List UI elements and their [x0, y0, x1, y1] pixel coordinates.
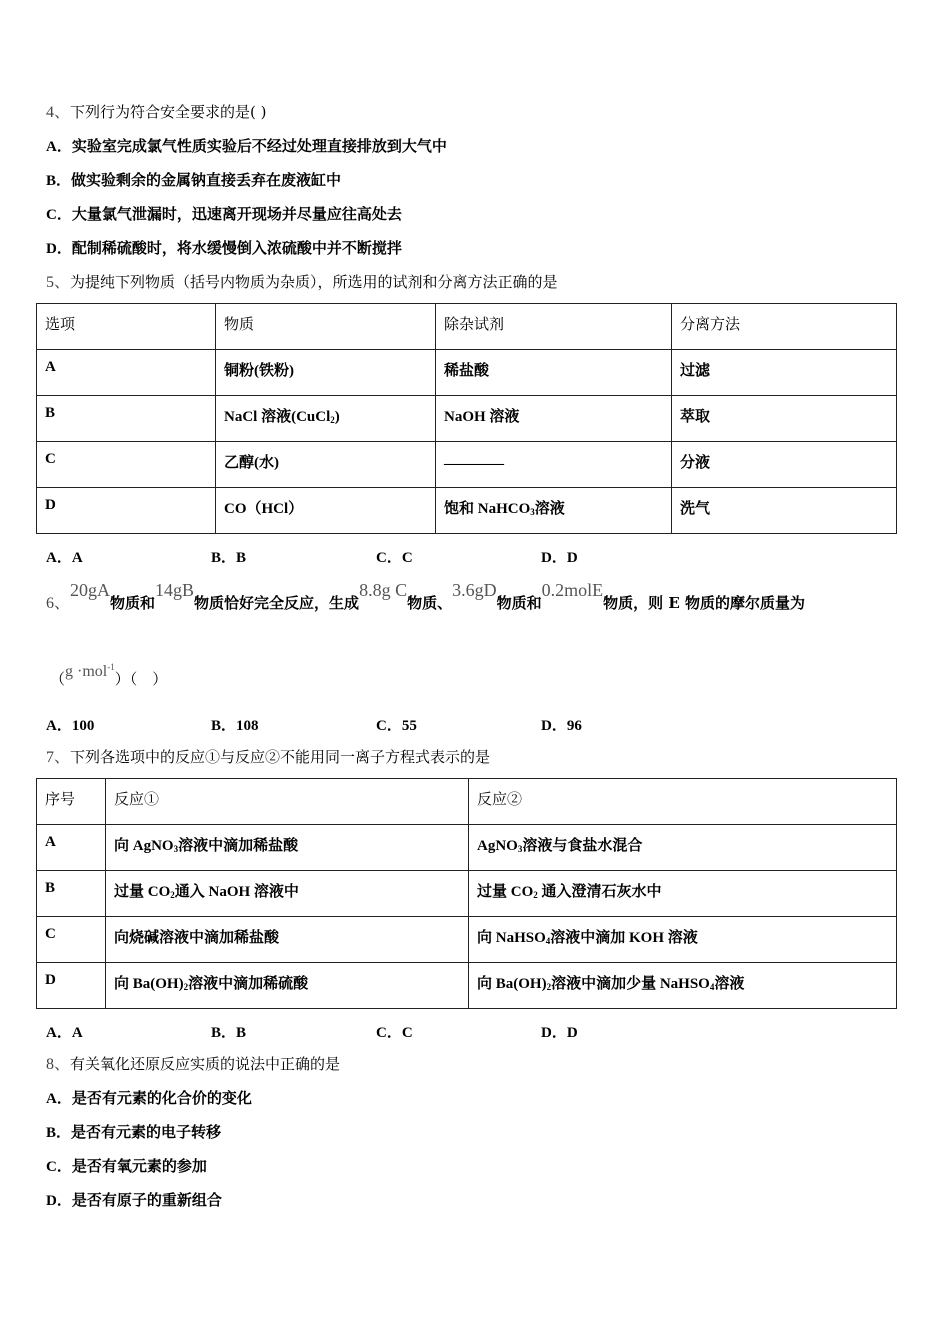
- question-text: 物质恰好完全反应，生成: [194, 594, 360, 612]
- math-expression: 20gA: [70, 580, 111, 600]
- table-cell: [106, 963, 469, 1009]
- q8-option-d[interactable]: [46, 1190, 222, 1211]
- option-text: 是否有元素的电子转移: [71, 1123, 222, 1141]
- q7-table: [36, 778, 897, 1009]
- q7-answer-choices: [46, 1021, 578, 1042]
- option-text: 配制稀硫酸时，将水缓慢倒入浓硫酸中并不断搅拌: [71, 239, 402, 257]
- answer-choice-b[interactable]: B．108: [211, 718, 259, 734]
- table-cell: [216, 396, 436, 442]
- subscript: 2: [533, 890, 538, 900]
- question-text: 有关氧化还原反应实质的说法中正确的是: [70, 1055, 341, 1073]
- table-header: 选项: [37, 304, 216, 350]
- paren: ）（ ）: [114, 670, 168, 688]
- table-cell: B: [37, 396, 216, 442]
- table-cell: [106, 917, 469, 963]
- answer-choice-d[interactable]: D．D: [541, 550, 578, 566]
- q4-option-a[interactable]: [46, 136, 447, 157]
- formula-text: 向 Ba(OH): [477, 976, 547, 992]
- question-number: 7、: [46, 749, 71, 766]
- option-text: 大量氯气泄漏时，迅速离开现场并尽量应往高处去: [71, 205, 402, 223]
- table-header-row: [37, 304, 897, 350]
- option-label: B．: [46, 1125, 72, 1141]
- table-row: [37, 442, 897, 488]
- option-label: C．: [46, 1159, 72, 1175]
- option-text: 实验室完成氯气性质实验后不经过处理直接排放到大气中: [71, 137, 447, 155]
- formula-text: 通入澄清石灰水中: [537, 884, 662, 900]
- table-row: [37, 871, 897, 917]
- subscript: 2: [546, 982, 552, 992]
- table-cell: 稀盐酸: [436, 350, 672, 396]
- question-number: 6、: [46, 595, 71, 612]
- answer-choice-c[interactable]: C．55: [376, 718, 417, 734]
- table-cell: [106, 825, 469, 871]
- q6-answer-choices: [46, 714, 582, 735]
- table-cell: A: [37, 350, 216, 396]
- subscript: 2: [170, 890, 175, 900]
- q4-option-b[interactable]: [46, 170, 341, 191]
- subscript: 3: [530, 507, 535, 517]
- formula-text: 溶液中滴加少量 NaHSO: [551, 976, 710, 992]
- table-header: 除杂试剂: [436, 304, 672, 350]
- question-5-stem: [46, 272, 558, 293]
- option-label: C．: [46, 207, 72, 223]
- table-cell: 铜粉(铁粉): [216, 350, 436, 396]
- formula-text: ): [334, 409, 340, 425]
- question-number: 5、: [46, 274, 71, 291]
- table-cell: 萃取: [672, 396, 897, 442]
- formula-text: 向 AgNO: [114, 838, 174, 854]
- formula-text: 向烧碱溶液中滴加稀盐酸: [114, 930, 280, 946]
- math-expression: [65, 663, 115, 680]
- math-expression: 3.6gD: [452, 580, 497, 600]
- option-text: 做实验剩余的金属钠直接丢弃在废液缸中: [71, 171, 342, 189]
- table-header: 物质: [216, 304, 436, 350]
- formula-text: AgNO: [477, 838, 518, 854]
- question-6-stem: [46, 580, 805, 614]
- table-cell: ________: [436, 442, 672, 488]
- unit-text: g ·mol: [65, 663, 108, 680]
- answer-choice-a[interactable]: A．A: [46, 1025, 83, 1041]
- table-header-row: [37, 779, 897, 825]
- table-row: [37, 917, 897, 963]
- formula-text: 过量 CO: [477, 884, 534, 900]
- subscript: 2: [183, 982, 189, 992]
- question-8-stem: [46, 1054, 340, 1075]
- option-text: 是否有原子的重新组合: [71, 1191, 222, 1209]
- answer-choice-d[interactable]: D．D: [541, 1025, 578, 1041]
- table-cell: C: [37, 442, 216, 488]
- formula-text: NaCl 溶液(CuCl: [224, 409, 331, 425]
- formula-text: 溶液: [534, 501, 565, 517]
- table-cell: A: [37, 825, 106, 871]
- table-cell: 洗气: [672, 488, 897, 534]
- subscript: 3: [517, 844, 523, 854]
- table-row: [37, 488, 897, 534]
- question-text: 为提纯下列物质（括号内物质为杂质），所选用的试剂和分离方法正确的是: [70, 273, 558, 291]
- table-header: 分离方法: [672, 304, 897, 350]
- answer-choice-b[interactable]: B．B: [211, 1025, 247, 1041]
- table-header: 序号: [37, 779, 106, 825]
- q5-answer-choices: [46, 546, 578, 567]
- table-cell: C: [37, 917, 106, 963]
- question-text: 下列行为符合安全要求的是( ): [70, 103, 267, 121]
- table-cell: [106, 871, 469, 917]
- table-row: [37, 396, 897, 442]
- table-header: 反应①: [106, 779, 469, 825]
- table-cell: [469, 871, 897, 917]
- table-row: [37, 963, 897, 1009]
- table-cell: 分液: [672, 442, 897, 488]
- q4-option-c[interactable]: [46, 204, 402, 225]
- option-label: A．: [46, 1091, 72, 1107]
- q8-option-a[interactable]: [46, 1088, 252, 1109]
- formula-text: 过量 CO: [114, 884, 171, 900]
- answer-choice-c[interactable]: C．C: [376, 1025, 413, 1041]
- table-cell: [469, 963, 897, 1009]
- formula-text: 溶液中滴加稀盐酸: [178, 838, 299, 854]
- q8-option-b[interactable]: [46, 1122, 221, 1143]
- table-cell: CO（HCl）: [216, 488, 436, 534]
- question-7-stem: [46, 747, 490, 768]
- formula-text: 通入 NaOH 溶液中: [174, 884, 299, 900]
- table-row: [37, 350, 897, 396]
- q8-option-c[interactable]: [46, 1156, 207, 1177]
- question-text: 下列各选项中的反应①与反应②不能用同一离子方程式表示的是: [70, 748, 491, 766]
- table-cell: [436, 488, 672, 534]
- formula-text: 溶液: [714, 976, 745, 992]
- question-text: 物质、: [407, 594, 453, 612]
- option-label: B．: [46, 173, 72, 189]
- subscript: 4: [545, 936, 551, 946]
- formula-text: 溶液中滴加稀硫酸: [188, 976, 309, 992]
- question-text: 物质和: [110, 594, 156, 612]
- option-text: 是否有元素的化合价的变化: [71, 1089, 252, 1107]
- option-label: D．: [46, 1193, 72, 1209]
- table-cell: NaOH 溶液: [436, 396, 672, 442]
- question-text: 物质，则 E 物质的摩尔质量为: [603, 594, 805, 612]
- table-cell: [469, 825, 897, 871]
- formula-text: 向 Ba(OH): [114, 976, 184, 992]
- option-label: A．: [46, 139, 72, 155]
- question-number: 4、: [46, 104, 71, 121]
- formula-text: 饱和 NaHCO: [444, 501, 531, 517]
- question-6-unit: [50, 662, 168, 690]
- paren: （: [50, 670, 66, 688]
- formula-text: 向 NaHSO: [477, 930, 546, 946]
- math-expression: 8.8g C: [359, 580, 408, 600]
- math-expression: 0.2molE: [541, 580, 604, 600]
- answer-choice-a[interactable]: A．A: [46, 550, 83, 566]
- superscript: -1: [107, 662, 115, 672]
- table-cell: D: [37, 963, 106, 1009]
- subscript: 3: [173, 844, 179, 854]
- table-row: [37, 825, 897, 871]
- table-cell: 乙醇(水): [216, 442, 436, 488]
- answer-choice-c[interactable]: C．C: [376, 550, 413, 566]
- q4-option-d[interactable]: [46, 238, 402, 259]
- answer-choice-b[interactable]: B．B: [211, 550, 247, 566]
- table-cell: B: [37, 871, 106, 917]
- table-header: 反应②: [469, 779, 897, 825]
- q5-table: [36, 303, 897, 534]
- question-number: 8、: [46, 1056, 71, 1073]
- option-text: 是否有氧元素的参加: [71, 1157, 207, 1175]
- answer-choice-a[interactable]: A．100: [46, 718, 95, 734]
- question-4-stem: [46, 102, 267, 123]
- table-cell: [469, 917, 897, 963]
- formula-text: 溶液中滴加 KOH 溶液: [550, 930, 698, 946]
- subscript: 4: [709, 982, 715, 992]
- answer-choice-d[interactable]: D．96: [541, 718, 582, 734]
- table-cell: 过滤: [672, 350, 897, 396]
- math-expression: 14gB: [155, 580, 195, 600]
- question-text: 物质和: [496, 594, 542, 612]
- formula-text: 溶液与食盐水混合: [522, 838, 643, 854]
- subscript: 2: [330, 415, 335, 425]
- option-label: D．: [46, 241, 72, 257]
- table-cell: D: [37, 488, 216, 534]
